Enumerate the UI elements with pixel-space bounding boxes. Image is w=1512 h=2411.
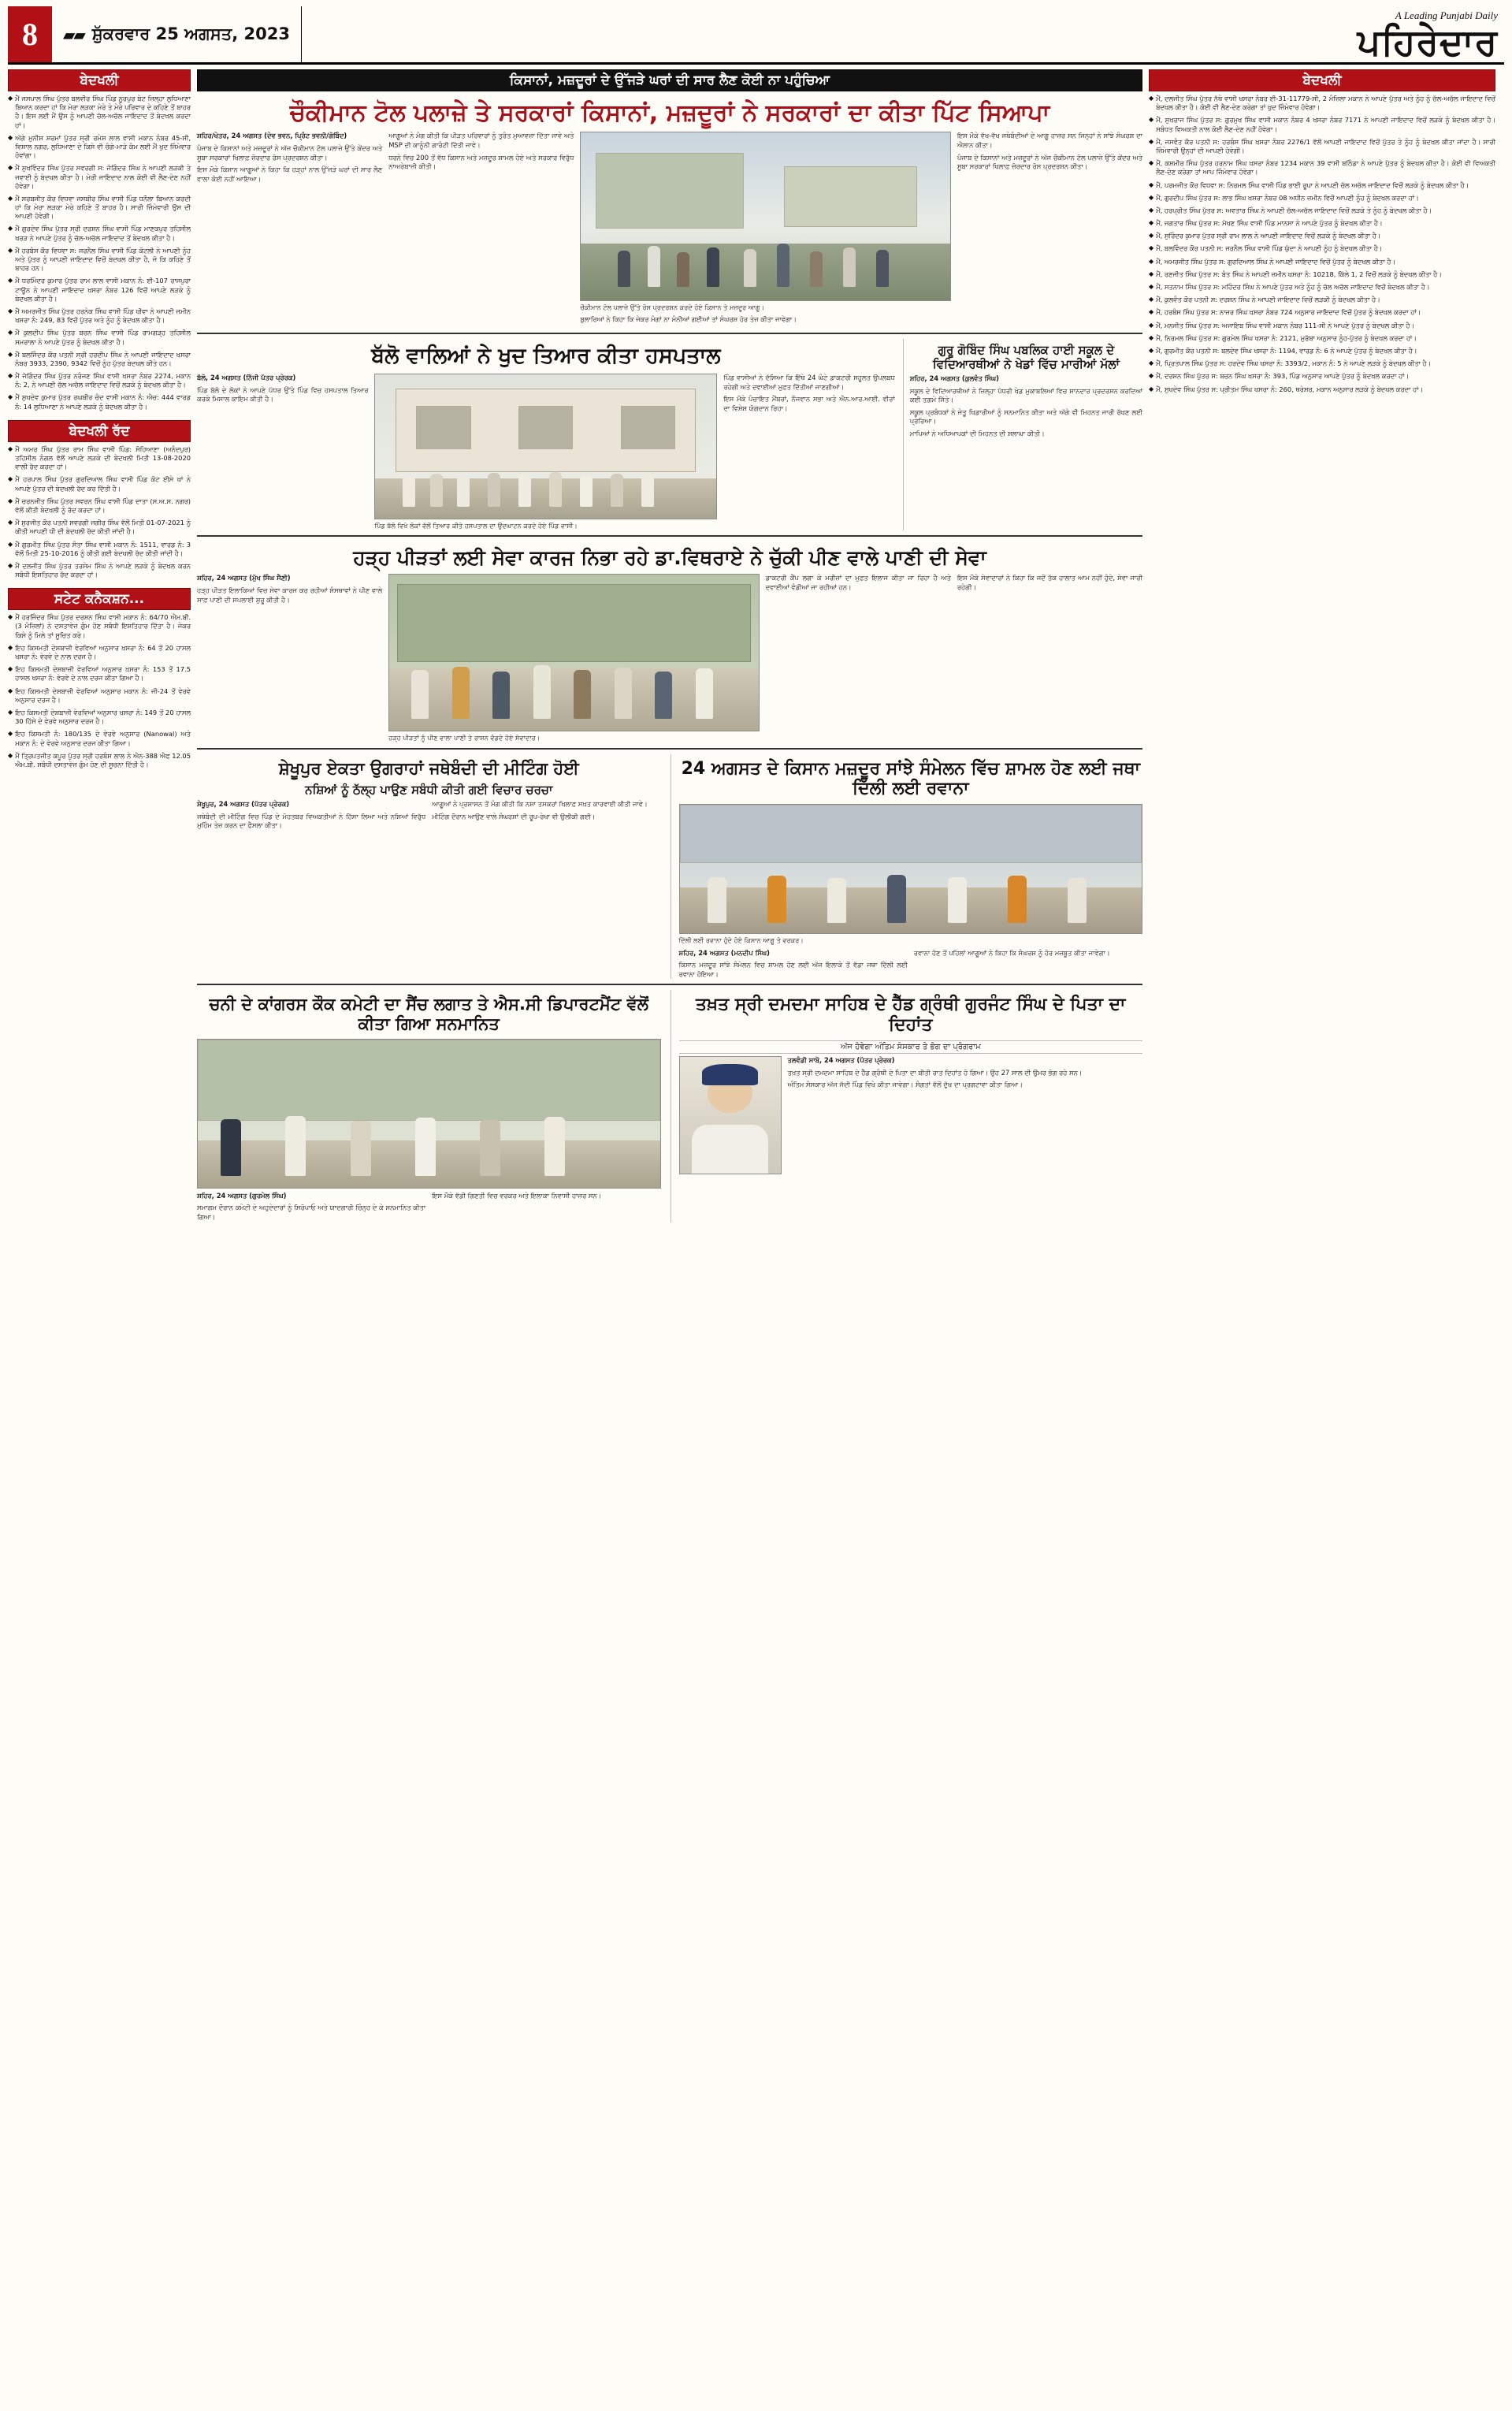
bullet-icon: ◆ [1149, 308, 1154, 316]
list-item [1149, 244, 1495, 253]
bullet-icon: ◆ [1149, 333, 1154, 341]
bullet-icon: ◆ [1149, 359, 1154, 367]
photo-person [415, 1118, 436, 1176]
story3-headline: ਹੜ੍ਹ ਪੀੜਤਾਂ ਲਈ ਸੇਵਾ ਕਾਰਜ ਨਿਭਾ ਰਹੇ ਡਾ.ਵਿਥਰਾਏ ਨੇ ਚੁੱਕੀ ਪੀਣ ਵਾਲੇ ਪਾਣੀ ਦੀ ਸੇਵਾ [353, 545, 986, 569]
photo-person [708, 877, 726, 923]
notice-text: ਮੈਂ, ਦਲਜੀਤ ਸਿੰਘ ਪੁੱਤਰ ਨੱਥੇ ਵਾਸੀ ਖਸਰਾ ਨੰਬਰ ਈ-31-11779-ਸੀ, 2 ਮੰਜ਼ਿਲਾ ਮਕਾਨ ਨੇ ਆਪਣੇ ਪੁੱਤਰ ਅਤੇ ਨੂੰਹ ਨੂੰ ਚੱਲ-ਅਚੱਲ ਜਾਇਦਾਦ ਵਿਚੋਂ ਬੇਦਖਲ ਕੀਤਾ ਹੈ। ਕੋਈ ਵੀ ਲੈਣ-ਦੇਣ ਕਰੇਗਾ ਤਾਂ ਖੁਦ ਜ਼ਿੰਮੇਵਾਰ ਹੋਵੇਗਾ। [1156, 95, 1495, 112]
list-item [8, 687, 191, 705]
photo-person [403, 475, 415, 507]
list-item [1149, 116, 1495, 133]
masthead [8, 6, 1504, 65]
notice-text: ਇਹ ਕਿਸਮਤੀ ਨੰ: 180/135 ਦੇ ਵੇਰਵੇ ਅਨੁਸਾਰ (Nanowal) ਅਤੇ ਮਕਾਨ ਨੰ: ਦੇ ਵੇਰਵੇ ਅਨੁਸਾਰ ਦਰਜ ਕੀਤਾ ਗਿਆ। [15, 730, 191, 747]
bullet-icon: ◆ [8, 246, 13, 254]
notice-text: ਮੈਂ ਹਰਬੰਸ ਕੌਰ ਵਿਧਵਾ ਸ: ਜਰਨੈਲ ਸਿੰਘ ਵਾਸੀ ਪਿੰਡ ਕੋਟਲੀ ਨੇ ਆਪਣੀ ਨੂੰਹ ਅਤੇ ਪੁੱਤਰ ਨੂੰ ਆਪਣੀ ਜਾਇਦਾਦ ਵਿਚੋਂ ਬੇਦਖਲ ਕੀਤਾ ਹੈ, ਜੋ ਕਿ ਕਹਿਣੇ ਤੋਂ ਬਾਹਰ ਹਨ। [15, 246, 191, 273]
paragraph: ਆਗੂਆਂ ਨੇ ਮੰਗ ਕੀਤੀ ਕਿ ਪੀੜਤ ਪਰਿਵਾਰਾਂ ਨੂੰ ਤੁਰੰਤ ਮੁਆਵਜ਼ਾ ਦਿੱਤਾ ਜਾਵੇ ਅਤੇ MSP ਦੀ ਕਾਨੂੰਨੀ ਗਾਰੰਟੀ ਦਿੱਤੀ ਜਾਵੇ। [388, 132, 574, 149]
photo-person [948, 877, 967, 923]
bullet-icon: ◆ [8, 133, 13, 141]
lead-col-4 [957, 132, 1142, 328]
story6-photo [197, 1039, 661, 1189]
bullet-icon: ◆ [8, 751, 13, 759]
side-headline: ਗੁਰੂ ਗੋਬਿੰਦ ਸਿੰਘ ਪਬਲਿਕ ਹਾਈ ਸਕੂਲ ਦੇ ਵਿਦਿਆਰਥੀਆਂ ਨੇ ਖੇਡਾਂ ਵਿੱਚ ਮਾਰੀਆਂ ਮੱਲਾਂ [932, 343, 1120, 372]
story5-body [679, 949, 1143, 980]
notice-text: ਇਹ ਕਿਸਮਤੀ ਦੇਸ਼ਬਾਜ਼ੀ ਵੇਰਵਿਆਂ ਅਨੁਸਾਰ ਖ਼ਸਰਾ ਨੰ: 64 ਤੋਂ 20 ਹਾਸਲ ਖਸਰਾ ਨੰ: ਵੇਰਵੇ ਦੇ ਨਾਲ ਦਰਜ ਹੈ। [15, 643, 191, 660]
notice-text: ਮੈਂ, ਸੁਖਰਾਜ ਸਿੰਘ ਪੁੱਤਰ ਸ: ਗੁਰਮੁਖ ਸਿੰਘ ਵਾਸੀ ਮਕਾਨ ਨੰਬਰ 4 ਖਸਰਾ ਨੰਬਰ 7171 ਨੇ ਆਪਣੀ ਜਾਇਦਾਦ ਵਿਚੋਂ ਲੜਕੇ ਨੂੰ ਬੇਦਖਲ ਕੀਤਾ ਹੈ। ਸਬੰਧਤ ਵਿਅਕਤੀ ਨਾਲ ਕੋਈ ਲੈਣ-ਦੇਣ ਨਹੀਂ ਹੋਵੇਗਾ। [1156, 116, 1495, 133]
bullet-icon: ◆ [8, 730, 13, 738]
story2 [197, 339, 895, 530]
notice-text: ਮੈਂ, ਦਰਸ਼ਨ ਸਿੰਘ ਪੁੱਤਰ ਸ: ਬਚਨ ਸਿੰਘ ਖਸਰਾ ਨੰ: 393, ਪਿੰਡ ਅਨੁਸਾਰ ਆਪਣੇ ਪੁੱਤਰ ਨੂੰ ਬੇਦਖਲ ਕਰਦਾ ਹਾਂ। [1156, 372, 1410, 381]
photo-person [1068, 878, 1087, 923]
paragraph: ਸਕੂਲ ਪ੍ਰਬੰਧਕਾਂ ਨੇ ਜੇਤੂ ਖਿਡਾਰੀਆਂ ਨੂੰ ਸਨਮਾਨਿਤ ਕੀਤਾ ਅਤੇ ਅੱਗੇ ਵੀ ਮਿਹਨਤ ਜਾਰੀ ਰੱਖਣ ਲਈ ਪ੍ਰੇਰਿਆ। [909, 407, 1142, 426]
photo-person [351, 1121, 371, 1176]
notice-text: ਮੈਂ, ਰਣਜੀਤ ਸਿੰਘ ਪੁੱਤਰ ਸ: ਬੰਤ ਸਿੰਘ ਨੇ ਆਪਣੀ ਜ਼ਮੀਨ ਖਸਰਾ ਨੰ: 10218, ਕਿੱਲੇ 1, 2 ਵਿਚੋਂ ਲੜਕੇ ਨੂੰ ਬੇਦਖਲ ਕੀਤਾ ਹੈ। [1156, 270, 1442, 278]
photo-building [596, 153, 743, 229]
list-item [8, 351, 191, 368]
bullet-icon: ◆ [8, 540, 13, 548]
photo-person [480, 1120, 500, 1176]
notice-text: ਮੈਂ, ਪ੍ਰਿਤਪਾਲ ਸਿੰਘ ਪੁੱਤਰ ਸ: ਹਰਦੇਵ ਸਿੰਘ ਖਸਰਾ ਨੰ: 3393/2, ਮਕਾਨ ਨੰ: 5 ਨੇ ਆਪਣੇ ਲੜਕੇ ਨੂੰ ਬੇਦਖਲ ਕੀਤਾ ਹੈ। [1156, 359, 1432, 368]
photo-person [767, 876, 786, 923]
notice-text: ਮੈਂ ਗੁਰਮੀਤ ਸਿੰਘ ਪੁੱਤਰ ਸੰਤਾ ਸਿੰਘ ਵਾਸੀ ਮਕਾਨ ਨੰ: 1511, ਵਾਰਡ ਨੰ: 3 ਵੱਲੋਂ ਮਿਤੀ 25-10-2016 ਨੂੰ ਕੀਤੀ ਗਈ ਬੇਦਖਲੀ ਰੱਦ ਕੀਤੀ ਜਾਂਦੀ ਹੈ। [15, 540, 191, 557]
notice-text: ਮੈਂ ਹਰਪਾਲ ਸਿੰਘ ਪੁੱਤਰ ਗੁਰਦਿਆਲ ਸਿੰਘ ਵਾਸੀ ਪਿੰਡ ਕੋਟ ਈਸੇ ਖਾਂ ਨੇ ਆਪਣੇ ਪੁੱਤਰ ਦੀ ਬੇਦਖਲੀ ਰੱਦ ਕਰ ਦਿੱਤੀ ਹੈ। [15, 475, 191, 493]
list-item [1149, 322, 1495, 330]
bullet-icon: ◆ [1149, 257, 1154, 265]
photo-person [221, 1119, 241, 1176]
paragraph: ਇਸ ਮੌਕੇ ਕਿਸਾਨ ਆਗੂਆਂ ਨੇ ਕਿਹਾ ਕਿ ਹੜ੍ਹਾਂ ਨਾਲ ਉੱਜੜੇ ਘਰਾਂ ਦੀ ਸਾਰ ਲੈਣ ਵਾਲਾ ਕੋਈ ਨਹੀਂ ਆਇਆ। [197, 166, 383, 183]
notice-text: ਅੱਗੇ ਮੁਨੀਸ਼ ਸ਼ਰਮਾਂ ਪੁੱਤਰ ਸ੍ਰੀ ਰਮੇਸ਼ ਲਾਲ ਵਾਸੀ ਮਕਾਨ ਨੰਬਰ 45-ਸੀ, ਵਿਸ਼ਾਲ ਨਗਰ, ਲੁਧਿਆਣਾ ਦੇ ਕਿਸੇ ਵੀ ਚੰਗੇ-ਮਾੜੇ ਕੰਮ ਲਈ ਮੈਂ ਖੁਦ ਜ਼ਿੰਮੇਵਾਰ ਹੋਵਾਂਗਾ। [15, 133, 191, 160]
bullet-icon: ◆ [8, 194, 13, 202]
story6-body [197, 1192, 661, 1222]
list-item [1149, 232, 1495, 240]
list-item [8, 519, 191, 536]
left-banner-eviction: ਬੇਦਖਲੀ [8, 69, 191, 91]
paragraph: ਤਖ਼ਤ ਸ੍ਰੀ ਦਮਦਮਾ ਸਾਹਿਬ ਦੇ ਹੈੱਡ ਗ੍ਰੰਥੀ ਦੇ ਪਿਤਾ ਦਾ ਬੀਤੀ ਰਾਤ ਦਿਹਾਂਤ ਹੋ ਗਿਆ। ਉਹ 27 ਸਾਲ ਦੀ ਉਮਰ ਭੋਗ ਰਹੇ ਸਨ। [787, 1068, 1083, 1077]
flag-icon: ▰▰ [63, 24, 84, 44]
left-state-list [8, 613, 191, 773]
notice-text: ਮੈਂ ਦਲਜੀਤ ਸਿੰਘ ਪੁੱਤਰ ਤਰਸੇਮ ਸਿੰਘ ਨੇ ਆਪਣੇ ਲੜਕੇ ਨੂੰ ਬੇਦਖਲ ਕਰਨ ਸਬੰਧੀ ਇਸ਼ਤਿਹਾਰ ਰੱਦ ਕਰਦਾ ਹਾਂ। [15, 561, 191, 579]
photo-person [810, 251, 823, 287]
paragraph: ਪੰਜਾਬ ਦੇ ਕਿਸਾਨਾਂ ਅਤੇ ਮਜ਼ਦੂਰਾਂ ਨੇ ਅੱਜ ਚੌਕੀਮਾਨ ਟੋਲ ਪਲਾਜ਼ੇ ਉੱਤੇ ਕੇਂਦਰ ਅਤੇ ਸੂਬਾ ਸਰਕਾਰਾਂ ਖਿਲਾਫ਼ ਜ਼ੋਰਦਾਰ ਰੋਸ ਪ੍ਰਦਰਸ਼ਨ ਕੀਤਾ। [197, 143, 383, 162]
list-item [8, 372, 191, 389]
list-item [1149, 219, 1495, 228]
photo-person [827, 878, 846, 923]
notice-text: ਇਹ ਕਿਸਮਤੀ ਦੇਸ਼ਬਾਜ਼ੀ ਵੇਰਵਿਆਂ ਅਨੁਸਾਰ ਖ਼ਸਰਾ ਨੰ: 153 ਤੋਂ 17.5 ਹਾਸਲ ਖਸਰਾ ਨੰ: ਵੇਰਵੇ ਦੇ ਨਾਲ ਦਰਜ ਕੀਤਾ ਗਿਆ ਹੈ। [15, 665, 191, 683]
story2-caption: ਪਿੰਡ ਬੱਲੋ ਵਿਖੇ ਲੋਕਾਂ ਵੱਲੋਂ ਤਿਆਰ ਕੀਤੇ ਹਸਪਤਾਲ ਦਾ ਉਦਘਾਟਨ ਕਰਦੇ ਹੋਏ ਪਿੰਡ ਵਾਸੀ। [374, 521, 578, 530]
list-item [1149, 308, 1495, 317]
photo-person [1008, 876, 1027, 923]
bullet-icon: ◆ [1149, 219, 1154, 227]
row-story67 [197, 990, 1142, 1222]
paragraph: ਇਸ ਮੌਕੇ ਵੱਡੀ ਗਿਣਤੀ ਵਿਚ ਵਰਕਰ ਅਤੇ ਇਲਾਕਾ ਨਿਵਾਸੀ ਹਾਜ਼ਰ ਸਨ। [432, 1191, 602, 1200]
bullet-icon: ◆ [1149, 180, 1154, 188]
bullet-icon: ◆ [1149, 137, 1154, 145]
photo-person [452, 667, 470, 719]
notice-text: ਮੈਂ, ਅਮਰਜੀਤ ਸਿੰਘ ਪੁੱਤਰ ਸ: ਗੁਰਦਿਆਲ ਸਿੰਘ ਨੇ ਆਪਣੀ ਜਾਇਦਾਦ ਵਿਚੋਂ ਪੁੱਤਰ ਨੂੰ ਬੇਦਖਲ ਕੀਤਾ ਹੈ। [1156, 257, 1395, 266]
side-story [903, 339, 1142, 530]
notice-text: ਮੈਂ, ਕਸ਼ਮੀਰ ਸਿੰਘ ਪੁੱਤਰ ਹਰਨਾਮ ਸਿੰਘ ਖਸਰਾ ਨੰਬਰ 1234 ਮਕਾਨ 39 ਵਾਸੀ ਬਠਿੰਡਾ ਨੇ ਆਪਣੇ ਪੁੱਤਰ ਨੂੰ ਬੇਦਖਲ ਕੀਤਾ ਹੈ। ਕੋਈ ਵੀ ਵਿਅਕਤੀ ਲੈਣ-ਦੇਣ ਕਰੇਗਾ ਤਾਂ ਆਪ ਜ਼ਿੰਮੇਵਾਰ ਹੋਵੇਗਾ। [1156, 159, 1495, 177]
list-item [1149, 194, 1495, 203]
paragraph: ਧਰਨੇ ਵਿਚ 200 ਤੋਂ ਵੱਧ ਕਿਸਾਨ ਅਤੇ ਮਜ਼ਦੂਰ ਸ਼ਾਮਲ ਹੋਏ ਅਤੇ ਸਰਕਾਰ ਵਿਰੁੱਧ ਨਾਅਰੇਬਾਜ਼ੀ ਕੀਤੀ। [388, 153, 574, 171]
bullet-icon: ◆ [8, 708, 13, 716]
story4-byline: ਸ਼ੇਖੂਪੁਰ, 24 ਅਗਸਤ (ਪੱਤਰ ਪ੍ਰੇਰਕ) [197, 800, 290, 809]
notice-text: ਮੈਂ ਤ੍ਰਿਪਤਜੀਤ ਕਪੂਰ ਪੁੱਤਰ ਸ੍ਰੀ ਹਰਬੰਸ ਲਾਲ ਨੇ ਐਨ-388 ਐਫ 12.05 ਐਮ.ਬੀ. ਸਬੰਧੀ ਦਸਤਾਵੇਜ਼ ਗੁੰਮ ਹੋਣ ਦੀ ਸੂਚਨਾ ਦਿੱਤੀ ਹੈ। [15, 751, 191, 768]
photo-person [843, 247, 856, 287]
date-box [52, 6, 302, 62]
divider [197, 535, 1142, 537]
photo-person [544, 1117, 565, 1176]
list-item [1149, 181, 1495, 190]
paragraph: ਜਥੇਬੰਦੀ ਦੀ ਮੀਟਿੰਗ ਵਿਚ ਪਿੰਡ ਦੇ ਮੋਹਤਬਰ ਵਿਅਕਤੀਆਂ ਨੇ ਹਿੱਸਾ ਲਿਆ ਅਤੇ ਨਸ਼ਿਆਂ ਵਿਰੁੱਧ ਮੁਹਿੰਮ ਤੇਜ਼ ਕਰਨ ਦਾ ਫੈਸਲਾ ਕੀਤਾ। [197, 812, 426, 830]
notice-text: ਮੈਂ, ਮਨਜੀਤ ਸਿੰਘ ਪੁੱਤਰ ਸ: ਅਜਾਇਬ ਸਿੰਘ ਵਾਸੀ ਮਕਾਨ ਨੰਬਰ 111-ਸੀ ਨੇ ਆਪਣੇ ਪੁੱਤਰ ਨੂੰ ਬੇਦਖਲ ਕੀਤਾ ਹੈ। [1156, 321, 1414, 329]
bullet-icon: ◆ [1149, 206, 1154, 214]
photo-ground [581, 244, 949, 300]
list-item [1149, 296, 1495, 304]
masthead-spacer [302, 6, 1358, 62]
right-column [1149, 69, 1495, 2394]
bullet-icon: ◆ [8, 372, 13, 380]
bullet-icon: ◆ [8, 475, 13, 483]
list-item [1149, 372, 1495, 381]
divider [197, 984, 1142, 985]
story5-headline: 24 ਅਗਸਤ ਦੇ ਕਿਸਾਨ ਮਜ਼ਦੂਰ ਸਾਂਝੇ ਸੰਮੇਲਨ ਵਿੱਚ ਸ਼ਾਮਲ ਹੋਣ ਲਈ ਜਥਾ ਦਿੱਲੀ ਲਈ ਰਵਾਨਾ [681, 758, 1140, 799]
story5-byline: ਸ਼ਹਿਰ, 24 ਅਗਸਤ (ਮਨਦੀਪ ਸਿੰਘ) [678, 948, 770, 957]
row-story45 [197, 754, 1142, 980]
list-item [1149, 159, 1495, 177]
notice-text: ਇਹ ਕਿਸਮਤੀ ਦੇਸ਼ਬਾਜ਼ੀ ਵੇਰਵਿਆਂ ਅਨੁਸਾਰ ਖ਼ਸਰਾ ਨੰ: 149 ਤੋਂ 20 ਹਾਸਲ 30 ਹਿੱਸੇ ਦੇ ਵੇਰਵੇ ਅਨੁਸਾਰ ਦਰਜ ਹੈ। [15, 708, 191, 726]
notice-text: ਮੈਂ ਸੁਰਜੀਤ ਕੌਰ ਪਤਨੀ ਸਵਰਗੀ ਜਗੀਰ ਸਿੰਘ ਵੱਲੋਂ ਮਿਤੀ 01-07-2021 ਨੂੰ ਕੀਤੀ ਆਪਣੀ ਧੀ ਦੀ ਬੇਦਖਲੀ ਰੱਦ ਕੀਤੀ ਜਾਂਦੀ ਹੈ। [15, 519, 191, 536]
photo-window [416, 406, 470, 449]
story4 [197, 754, 661, 980]
list-item [8, 195, 191, 221]
story7-headline: ਤਖ਼ਤ ਸ੍ਰੀ ਦਮਦਮਾ ਸਾਹਿਬ ਦੇ ਹੈੱਡ ਗ੍ਰੰਥੀ ਗੁਰਜੰਟ ਸਿੰਘ ਦੇ ਪਿਤਾ ਦਾ ਦਿਹਾਂਤ [696, 995, 1126, 1036]
paragraph: ਰਵਾਨਾ ਹੋਣ ਤੋਂ ਪਹਿਲਾਂ ਆਗੂਆਂ ਨੇ ਕਿਹਾ ਕਿ ਸੰਘਰਸ਼ ਨੂੰ ਹੋਰ ਮਜ਼ਬੂਤ ਕੀਤਾ ਜਾਵੇਗਾ। [913, 948, 1110, 957]
story7-kicker: ਅੱਜ ਹੋਵੇਗਾ ਅੰਤਿਮ ਸੰਸਕਾਰ ਤੇ ਭੋਗ ਦਾ ਪ੍ਰੋਗਰਾਮ [679, 1040, 1143, 1054]
photo-person [744, 249, 756, 287]
notice-text: ਮੈਂ, ਸਤਨਾਮ ਸਿੰਘ ਪੁੱਤਰ ਸ: ਮਹਿੰਦਰ ਸਿੰਘ ਨੇ ਆਪਣੇ ਪੁੱਤਰ ਅਤੇ ਨੂੰਹ ਨੂੰ ਚੱਲ ਅਚੱਲ ਜਾਇਦਾਦ ਵਿਚੋਂ ਬੇਦਖਲ ਕੀਤਾ ਹੈ। [1156, 283, 1430, 291]
bullet-icon: ◆ [8, 95, 13, 102]
notice-text: ਮੈਂ, ਗੁਰਦੀਪ ਸਿੰਘ ਪੁੱਤਰ ਸ: ਲਾਭ ਸਿੰਘ ਖਸਰਾ ਨੰਬਰ 08 ਅਧੀਨ ਜ਼ਮੀਨ ਵਿਚੋਂ ਆਪਣੀ ਨੂੰਹ ਨੂੰ ਬੇਦਖਲ ਕਰਦਾ ਹਾਂ। [1156, 193, 1419, 202]
list-item [1149, 270, 1495, 279]
notice-text: ਮੈਂ, ਗੁਰਮੀਤ ਕੌਰ ਪਤਨੀ ਸ: ਬਲਦੇਵ ਸਿੰਘ ਖਸਰਾ ਨੰ: 1194, ਵਾਰਡ ਨੰ: 6 ਨੇ ਆਪਣੇ ਪੁੱਤਰ ਨੂੰ ਬੇਦਖਲ ਕੀਤਾ ਹੈ। [1156, 346, 1417, 355]
photo-person [488, 473, 500, 507]
bullet-icon: ◆ [8, 307, 13, 314]
list-item [1149, 283, 1495, 292]
paragraph: ਅੰਤਿਮ ਸੰਸਕਾਰ ਅੱਜ ਜੱਦੀ ਪਿੰਡ ਵਿਖੇ ਕੀਤਾ ਜਾਵੇਗਾ। ਸੰਗਤਾਂ ਵੱਲੋਂ ਦੁੱਖ ਦਾ ਪ੍ਰਗਟਾਵਾ ਕੀਤਾ ਗਿਆ। [787, 1081, 1023, 1089]
page-number: 8 [8, 6, 52, 62]
paragraph: ਇਸ ਮੌਕੇ ਸੇਵਾਦਾਰਾਂ ਨੇ ਕਿਹਾ ਕਿ ਜਦੋਂ ਤੱਕ ਹਾਲਾਤ ਆਮ ਨਹੀਂ ਹੁੰਦੇ, ਸੇਵਾ ਜਾਰੀ ਰਹੇਗੀ। [957, 574, 1143, 592]
notice-text: ਮੈਂ, ਹਰਪ੍ਰੀਤ ਸਿੰਘ ਪੁੱਤਰ ਸ: ਅਵਤਾਰ ਸਿੰਘ ਨੇ ਆਪਣੀ ਚੱਲ-ਅਚੱਲ ਜਾਇਦਾਦ ਵਿਚੋਂ ਲੜਕੇ ਤੇ ਨੂੰਹ ਨੂੰ ਬੇਦਖਲ ਕੀਤਾ ਹੈ। [1156, 206, 1432, 214]
list-item [8, 644, 191, 661]
photo-person [492, 672, 510, 719]
paragraph: ਇਸ ਮੌਕੇ ਵੱਖ-ਵੱਖ ਜਥੇਬੰਦੀਆਂ ਦੇ ਆਗੂ ਹਾਜ਼ਰ ਸਨ ਜਿਨ੍ਹਾਂ ਨੇ ਸਾਂਝੇ ਸੰਘਰਸ਼ ਦਾ ਐਲਾਨ ਕੀਤਾ। [957, 132, 1143, 149]
notice-text: ਮੈਂ ਜਸਪਾਲ ਸਿੰਘ ਪੁੱਤਰ ਬਲਵੀਰ ਸਿੰਘ ਪਿੰਡ ਨੂਰਪੁਰ ਬੇਟ ਜ਼ਿਲ੍ਹਾ ਲੁਧਿਆਣਾ ਬਿਆਨ ਕਰਦਾ ਹਾਂ ਕਿ ਮੇਰਾ ਲੜਕਾ ਮੇਰੇ ਤੇ ਮੇਰੇ ਪਰਿਵਾਰ ਦੇ ਕਹਿਣੇ ਤੋਂ ਬਾਹਰ ਹੈ। ਇਸ ਲਈ ਮੈਂ ਉਸ ਨੂੰ ਆਪਣੀ ਚੱਲ-ਅਚੱਲ ਜਾਇਦਾਦ ਤੋਂ ਬੇਦਖਲ ਕਰਦਾ ਹਾਂ। [15, 95, 191, 129]
notice-text: ਮੈਂ, ਕੁਲਵੰਤ ਕੌਰ ਪਤਨੀ ਸ: ਦਰਸ਼ਨ ਸਿੰਘ ਨੇ ਆਪਣੀ ਜਾਇਦਾਦ ਵਿਚੋਂ ਲੜਕੀ ਨੂੰ ਬੇਦਖਲ ਕੀਤਾ ਹੈ। [1156, 296, 1380, 304]
bullet-icon: ◆ [1149, 244, 1154, 252]
notice-text: ਮੈਂ ਧਰਮਿੰਦਰ ਕੁਮਾਰ ਪੁੱਤਰ ਰਾਮ ਲਾਲ ਵਾਸੀ ਮਕਾਨ ਨੰ: ਈ-107 ਰਾਜਪੁਰਾ ਟਾਊਨ ਨੇ ਆਪਣੀ ਜਾਇਦਾਦ ਖਸਰਾ ਨੰਬਰ 126 ਵਿਚੋਂ ਆਪਣੇ ਲੜਕੇ ਨੂੰ ਬੇਦਖਲ ਕੀਤਾ ਹੈ। [15, 277, 191, 303]
photo-turban [702, 1064, 759, 1085]
list-item [8, 541, 191, 558]
list-item [8, 247, 191, 273]
list-item [1149, 385, 1495, 394]
photo-person [430, 474, 443, 507]
photo-person [618, 251, 630, 287]
photo-person [533, 665, 551, 719]
photo-ground [375, 478, 716, 519]
photo-person [777, 244, 789, 287]
page-grid [8, 69, 1504, 2394]
bullet-icon: ◆ [1149, 283, 1154, 290]
notice-text: ਮੈਂ ਅਮਰ ਸਿੰਘ ਪੁੱਤਰ ਰਾਮ ਸਿੰਘ ਵਾਸੀ ਪਿੰਡ: ਸੋਹਿਆਣਾ (ਅਨੰਦਪੁਰ) ਤਹਿਸੀਲ ਨੰਗਲ ਵੱਲੋਂ ਆਪਣੇ ਲੜਕੇ ਦੀ ਬੇਦਖਲੀ ਮਿਤੀ 13-08-2020 ਵਾਲੀ ਰੱਦ ਕਰਦਾ ਹਾਂ। [15, 445, 191, 471]
paragraph: ਪਿੰਡ ਵਾਸੀਆਂ ਨੇ ਦੱਸਿਆ ਕਿ ਇੱਥੇ 24 ਘੰਟੇ ਡਾਕਟਰੀ ਸਹੂਲਤ ਉਪਲਬਧ ਰਹੇਗੀ ਅਤੇ ਦਵਾਈਆਂ ਮੁਫ਼ਤ ਦਿੱਤੀਆਂ ਜਾਣਗੀਆਂ। [723, 373, 895, 391]
brand-title: ਪਹਿਰੇਦਾਰ [1357, 20, 1498, 63]
notice-text: ਮੈਂ ਜੋਗਿੰਦਰ ਸਿੰਘ ਪੁੱਤਰ ਨਰੰਜਣ ਸਿੰਘ ਵਾਸੀ ਖਸਰਾ ਨੰਬਰ 2274, ਮਕਾਨ ਨੰ: 2, ਨੇ ਆਪਣੀ ਚੱਲ ਅਚੱਲ ਜਾਇਦਾਦ ਵਿਚੋਂ ਲੜਕੇ ਨੂੰ ਬੇਦਖਲ ਕੀਤਾ ਹੈ। [15, 372, 191, 389]
issue-date: ਸ਼ੁੱਕਰਵਾਰ 25 ਅਗਸਤ, 2023 [91, 24, 290, 43]
bullet-icon: ◆ [8, 445, 13, 452]
bullet-icon: ◆ [8, 225, 13, 233]
notice-text: ਮੈਂ ਚਰਨਜੀਤ ਸਿੰਘ ਪੁੱਤਰ ਸਵਰਨ ਸਿੰਘ ਵਾਸੀ ਪਿੰਡ ਦਾਤਾ (ਸ.ਅ.ਸ. ਨਗਰ) ਵੱਲੋਂ ਕੀਤੀ ਬੇਦਖਲੀ ਨੂੰ ਰੱਦ ਕਰਦਾ ਹਾਂ। [15, 497, 191, 514]
photo-person [655, 672, 672, 719]
photo-building [784, 166, 917, 227]
notice-text: ਇਹ ਕਿਸਮਤੀ ਦੇਸ਼ਬਾਜ਼ੀ ਵੇਰਵਿਆਂ ਅਨੁਸਾਰ ਮਕਾਨ ਨੰ: ਜੀ-24 ਤੋਂ ਵੇਰਵੇ ਅਨੁਸਾਰ ਦਰਜ ਹੈ। [15, 686, 191, 704]
list-item [8, 445, 191, 472]
list-item [1149, 138, 1495, 155]
photo-person [457, 475, 470, 507]
lead-col-1 [197, 132, 382, 328]
list-item [8, 307, 191, 325]
story7-portrait [679, 1056, 782, 1174]
list-item [8, 134, 191, 161]
list-item [8, 164, 191, 191]
brand-tagline: A Leading Punjabi Daily [1395, 9, 1498, 21]
photo-person [574, 670, 591, 719]
photo-window [518, 406, 573, 449]
bullet-icon: ◆ [1149, 385, 1154, 393]
bullet-icon: ◆ [1149, 296, 1154, 303]
paragraph: ਸਮਾਗਮ ਦੌਰਾਨ ਕਮੇਟੀ ਦੇ ਅਹੁਦੇਦਾਰਾਂ ਨੂੰ ਸਿਰੋਪਾਓ ਅਤੇ ਯਾਦਗਾਰੀ ਚਿੰਨ੍ਹ ਦੇ ਕੇ ਸਨਮਾਨਿਤ ਕੀਤਾ ਗਿਆ। [197, 1204, 426, 1221]
divider [197, 748, 1142, 750]
photo-person [641, 474, 654, 507]
list-item [8, 475, 191, 493]
notice-text: ਮੈਂ ਕੁਲਦੀਪ ਸਿੰਘ ਪੁੱਤਰ ਬਚਨ ਸਿੰਘ ਵਾਸੀ ਪਿੰਡ ਰਾਮਗੜ੍ਹ ਤਹਿਸੀਲ ਸਮਰਾਲਾ ਨੇ ਆਪਣੇ ਪੁੱਤਰ ਨੂੰ ਬੇਦਖਲ ਕੀਤਾ ਹੈ। [15, 329, 191, 346]
paragraph: ਹੜ੍ਹ ਪੀੜਤ ਇਲਾਕਿਆਂ ਵਿਚ ਸੇਵਾ ਕਾਰਜ ਕਰ ਰਹੀਆਂ ਸੰਸਥਾਵਾਂ ਨੇ ਪੀਣ ਵਾਲੇ ਸਾਫ਼ ਪਾਣੀ ਦੀ ਸਪਲਾਈ ਸ਼ੁਰੂ ਕੀਤੀ ਹੈ। [197, 586, 383, 604]
photo-body [692, 1125, 768, 1174]
photo-person [696, 668, 713, 719]
paragraph: ਬੁਲਾਰਿਆਂ ਨੇ ਕਿਹਾ ਕਿ ਜੇਕਰ ਮੰਗਾਂ ਨਾ ਮੰਨੀਆਂ ਗਈਆਂ ਤਾਂ ਸੰਘਰਸ਼ ਹੋਰ ਤੇਜ਼ ਕੀਤਾ ਜਾਵੇਗਾ। [580, 315, 797, 324]
bullet-icon: ◆ [8, 613, 13, 621]
lead-story [197, 132, 1142, 328]
list-item [8, 225, 191, 242]
photo-person [648, 246, 660, 287]
story6 [197, 990, 661, 1222]
lead-col-2 [388, 132, 574, 328]
list-item [1149, 359, 1495, 368]
photo-person [887, 875, 906, 923]
bullet-icon: ◆ [8, 164, 13, 172]
paragraph: ਪੰਜਾਬ ਦੇ ਕਿਸਾਨਾਂ ਅਤੇ ਮਜ਼ਦੂਰਾਂ ਨੇ ਅੱਜ ਚੌਕੀਮਾਨ ਟੋਲ ਪਲਾਜ਼ੇ ਉੱਤੇ ਕੇਂਦਰ ਅਤੇ ਸੂਬਾ ਸਰਕਾਰਾਂ ਖਿਲਾਫ਼ ਜ਼ੋਰਦਾਰ ਰੋਸ ਪ੍ਰਦਰਸ਼ਨ ਕੀਤਾ। [957, 153, 1143, 171]
story4-headline: ਸ਼ੇਖੂਪੁਰ ਏਕਤਾ ਉਗਰਾਹਾਂ ਜਥੇਬੰਦੀ ਦੀ ਮੀਟਿੰਗ ਹੋਈ [278, 758, 579, 778]
story5-photo [679, 804, 1143, 934]
paragraph: ਪਿੰਡ ਬੱਲੋ ਦੇ ਲੋਕਾਂ ਨੇ ਆਪਣੇ ਪੱਧਰ ਉੱਤੇ ਪਿੰਡ ਵਿਚ ਹਸਪਤਾਲ ਤਿਆਰ ਕਰਕੇ ਮਿਸਾਲ ਕਾਇਮ ਕੀਤੀ ਹੈ। [197, 385, 369, 404]
photo-person [707, 247, 719, 287]
list-item [8, 665, 191, 683]
photo-window [621, 406, 675, 449]
bullet-icon: ◆ [1149, 270, 1154, 277]
lead-photo-caption: ਚੌਕੀਮਾਨ ਟੋਲ ਪਲਾਜ਼ੇ ਉੱਤੇ ਰੋਸ ਪ੍ਰਦਰਸ਼ਨ ਕਰਦੇ ਹੋਏ ਕਿਸਾਨ ਤੇ ਮਜ਼ਦੂਰ ਆਗੂ। [580, 303, 764, 312]
notice-text: ਮੈਂ ਸੁਖਵਿੰਦਰ ਸਿੰਘ ਪੁੱਤਰ ਸਵਰਗੀ ਸ: ਜੋਗਿੰਦਰ ਸਿੰਘ ਨੇ ਆਪਣੀ ਲੜਕੀ ਤੇ ਜਵਾਈ ਨੂੰ ਬੇਦਖਲ ਕੀਤਾ ਹੈ। ਮੇਰੀ ਜਾਇਦਾਦ ਨਾਲ ਕੋਈ ਵੀ ਲੈਣ-ਦੇਣ ਨਹੀਂ ਹੋਵੇਗਾ। [15, 164, 191, 190]
bullet-icon: ◆ [8, 350, 13, 358]
bullet-icon: ◆ [8, 665, 13, 673]
left-banner-eviction-cancelled: ਬੇਦਖਲੀ ਰੱਦ [8, 420, 191, 442]
notice-text: ਮੈਂ, ਬਲਵਿੰਦਰ ਕੌਰ ਪਤਨੀ ਸ: ਜਰਨੈਲ ਸਿੰਘ ਵਾਸੀ ਪਿੰਡ ਘੁੱਦਾ ਨੇ ਆਪਣੀ ਨੂੰਹ ਨੂੰ ਬੇਦਖਲ ਕੀਤਾ ਹੈ। [1156, 244, 1383, 253]
notice-text: ਮੈਂ ਸਰਬਜੀਤ ਕੌਰ ਵਿਧਵਾ ਜਸਬੀਰ ਸਿੰਘ ਵਾਸੀ ਪਿੰਡ ਧਨੌਲਾ ਬਿਆਨ ਕਰਦੀ ਹਾਂ ਕਿ ਮੇਰਾ ਲੜਕਾ ਮੇਰੇ ਕਹਿਣੇ ਤੋਂ ਬਾਹਰ ਹੈ। ਸਾਰੀ ਜ਼ਿੰਮੇਵਾਰੀ ਉਸ ਦੀ ਆਪਣੀ ਹੋਵੇਗੀ। [15, 194, 191, 221]
lead-byline: ਸ਼ਹਿਰ/ਖੇਤਰ, 24 ਅਗਸਤ (ਦੇਵ ਭਵਨ, ਪ੍ਰਿੰਟ ਭਵਨੀ/ਗੋਬਿੰਦ) [197, 132, 347, 140]
notice-text: ਮੈਂ ਸੁਖਦੇਵ ਕੁਮਾਰ ਪੁੱਤਰ ਰਘਬੀਰ ਚੰਦ ਵਾਸੀ ਮਕਾਨ ਨੰ: ਐਚ: 444 ਵਾਰਡ ਨੰ: 14 ਲੁਧਿਆਣਾ ਨੇ ਆਪਣੇ ਲੜਕੇ ਨੂੰ ਬੇਦਖਲ ਕੀਤਾ ਹੈ। [15, 393, 191, 411]
paragraph: ਇਸ ਮੌਕੇ ਪੰਚਾਇਤ ਮੈਂਬਰਾਂ, ਨੌਜਵਾਨ ਸਭਾ ਅਤੇ ਐਨ.ਆਰ.ਆਈ. ਵੀਰਾਂ ਦਾ ਵਿਸ਼ੇਸ਼ ਯੋਗਦਾਨ ਰਿਹਾ। [723, 395, 895, 412]
story4-body [197, 800, 661, 831]
bullet-icon: ◆ [1149, 116, 1154, 124]
paragraph: ਡਾਕਟਰੀ ਕੈਂਪ ਲਗਾ ਕੇ ਮਰੀਜ਼ਾਂ ਦਾ ਮੁਫ਼ਤ ਇਲਾਜ ਕੀਤਾ ਜਾ ਰਿਹਾ ਹੈ ਅਤੇ ਦਵਾਈਆਂ ਵੰਡੀਆਂ ਜਾ ਰਹੀਆਂ ਹਨ। [765, 574, 951, 592]
photo-person [411, 670, 429, 719]
divider [197, 333, 1142, 334]
notice-text: ਮੈਂ, ਹਰਬੰਸ ਸਿੰਘ ਪੁੱਤਰ ਸ: ਨਾਜ਼ਰ ਸਿੰਘ ਖਸਰਾ ਨੰਬਰ 724 ਅਨੁਸਾਰ ਜਾਇਦਾਦ ਵਿਚੋਂ ਪੁੱਤਰ ਨੂੰ ਬੇਦਖਲ ਕਰਦਾ ਹਾਂ। [1156, 308, 1421, 317]
lead-headline: ਚੌਕੀਮਾਨ ਟੋਲ ਪਲਾਜ਼ੇ ਤੇ ਸਰਕਾਰਾਂ ਕਿਸਾਨਾਂ, ਮਜ਼ਦੂਰਾਂ ਨੇ ਸਰਕਾਰਾਂ ਦਾ ਕੀਤਾ ਪਿੱਟ ਸਿਆਪਾ [289, 99, 1050, 127]
photo-person [876, 250, 889, 287]
row-story2 [197, 339, 1142, 530]
notice-text: ਮੈਂ, ਪਰਮਜੀਤ ਕੌਰ ਵਿਧਵਾ ਸ: ਨਿਰਮਲ ਸਿੰਘ ਵਾਸੀ ਪਿੰਡ ਭਾਈ ਰੂਪਾ ਨੇ ਆਪਣੀ ਚੱਲ ਅਚੱਲ ਜਾਇਦਾਦ ਵਿਚੋਂ ਲੜਕੇ ਨੂੰ ਬੇਦਖਲ ਕੀਤਾ ਹੈ। [1156, 180, 1469, 189]
notice-text: ਮੈਂ ਗੁਰਦੇਵ ਸਿੰਘ ਪੁੱਤਰ ਸ੍ਰੀ ਦਰਸ਼ਨ ਸਿੰਘ ਵਾਸੀ ਪਿੰਡ ਮਾਣਕਪੁਰ ਤਹਿਸੀਲ ਖਰੜ ਨੇ ਆਪਣੇ ਪੁੱਤਰ ਨੂੰ ਚੱਲ-ਅਚੱਲ ਜਾਇਦਾਦ ਤੋਂ ਬੇਦਖਲ ਕੀਤਾ ਹੈ। [15, 225, 191, 242]
list-item [8, 613, 191, 640]
story3-byline: ਸ਼ਹਿਰ, 24 ਅਗਸਤ (ਮੁੱਖ ਸਿੰਘ ਸੈਣੀ) [197, 574, 291, 582]
story6-byline: ਸ਼ਹਿਰ, 24 ਅਗਸਤ (ਗੁਰਮੇਲ ਸਿੰਘ) [197, 1191, 287, 1200]
lead-photo [580, 132, 950, 301]
story3 [197, 541, 1142, 743]
bullet-icon: ◆ [8, 393, 13, 401]
story2-byline: ਬੱਲੋ, 24 ਅਗਸਤ (ਨਿੱਜੀ ਪੱਤਰ ਪ੍ਰੇਰਕ) [197, 373, 296, 381]
bullet-icon: ◆ [1149, 321, 1154, 329]
photo-foliage [397, 584, 752, 662]
left-banner-state-connection: ਸਟੇਟ ਕਨੈਕਸ਼ਨ... [8, 588, 191, 610]
notice-text: ਮੈਂ, ਸੁਰਿੰਦਰ ਕੁਮਾਰ ਪੁੱਤਰ ਸ੍ਰੀ ਰਾਮ ਲਾਲ ਨੇ ਆਪਣੀ ਜਾਇਦਾਦ ਵਿਚੋਂ ਲੜਕੇ ਨੂੰ ਬੇਦਖਲ ਕੀਤਾ ਹੈ। [1156, 232, 1381, 240]
bullet-icon: ◆ [8, 643, 13, 651]
list-item [1149, 347, 1495, 355]
list-item [8, 329, 191, 346]
list-item [1149, 334, 1495, 343]
bullet-icon: ◆ [8, 497, 13, 504]
photo-person [549, 472, 562, 507]
side-byline: ਸ਼ਹਿਰ, 24 ਅਗਸਤ (ਕੁਲਵੰਤ ਸਿੰਘ) [909, 374, 999, 383]
center-column [197, 69, 1142, 2394]
paragraph: ਮਾਪਿਆਂ ਨੇ ਅਧਿਆਪਕਾਂ ਦੀ ਮਿਹਨਤ ਦੀ ਸ਼ਲਾਘਾ ਕੀਤੀ। [909, 430, 1045, 438]
photo-person [518, 474, 531, 507]
notice-text: ਮੈਂ ਹਰਜਿੰਦਰ ਸਿੰਘ ਪੁੱਤਰ ਦਰਸ਼ਨ ਸਿੰਘ ਵਾਸੀ ਮਕਾਨ ਨੰ: 64/70 ਐਮ.ਬੀ. (3 ਮੰਜ਼ਿਲਾਂ) ਨੇ ਦਸਤਾਵੇਜ਼ ਗੁੰਮ ਹੋਣ ਸਬੰਧੀ ਇਸ਼ਤਿਹਾਰ ਦਿੱਤਾ ਹੈ। ਜੇਕਰ ਕਿਸੇ ਨੂੰ ਮਿਲੇ ਤਾਂ ਸੂਚਿਤ ਕਰੇ। [15, 613, 191, 639]
lead-col-3 [580, 132, 950, 328]
story5 [671, 754, 1143, 980]
bullet-icon: ◆ [1149, 159, 1154, 167]
left-cancel-list [8, 445, 191, 583]
bullet-icon: ◆ [8, 686, 13, 694]
story2-photo [374, 374, 717, 519]
list-item [8, 752, 191, 769]
bullet-icon: ◆ [1149, 232, 1154, 240]
story3-photo [388, 574, 759, 731]
photo-person [615, 668, 632, 719]
story5-caption: ਦਿੱਲੀ ਲਈ ਰਵਾਨਾ ਹੁੰਦੇ ਹੋਏ ਕਿਸਾਨ ਆਗੂ ਤੇ ਵਰਕਰ। [678, 936, 804, 945]
photo-backdrop [680, 805, 1142, 862]
list-item [8, 277, 191, 303]
story4-subhead: ਨਸ਼ਿਆਂ ਨੂੰ ਠੱਲ੍ਹ ਪਾਉਣ ਸਬੰਧੀ ਕੀਤੀ ਗਈ ਵਿਚਾਰ ਚਰਚਾ [305, 783, 553, 798]
notice-text: ਮੈਂ, ਨਿਰਮਲ ਸਿੰਘ ਪੁੱਤਰ ਸ: ਗੁਰਮੇਲ ਸਿੰਘ ਖਸਰਾ ਨੰ: 2121, ਮੁਰੱਬਾ ਅਨੁਸਾਰ ਨੂੰਹ-ਪੁੱਤਰ ਨੂੰ ਬੇਦਖਲ ਕਰਦਾ ਹਾਂ। [1156, 333, 1417, 342]
list-item [1149, 258, 1495, 266]
photo-person [611, 474, 623, 507]
list-item [8, 730, 191, 747]
story3-caption: ਹੜ੍ਹ ਪੀੜਤਾਂ ਨੂੰ ਪੀਣ ਵਾਲਾ ਪਾਣੀ ਤੇ ਰਾਸ਼ਨ ਵੰਡਦੇ ਹੋਏ ਸੇਵਾਦਾਰ। [388, 734, 541, 742]
list-item [1149, 206, 1495, 215]
bullet-icon: ◆ [1149, 346, 1154, 354]
photo-person [285, 1116, 306, 1176]
bullet-icon: ◆ [8, 561, 13, 569]
notice-text: ਮੈਂ, ਜਸਵੰਤ ਕੌਰ ਪਤਨੀ ਸ: ਹਰਬੰਸ ਸਿੰਘ ਖਸਰਾ ਨੰਬਰ 2276/1 ਵੱਲੋਂ ਆਪਣੀ ਜਾਇਦਾਦ ਵਿਚੋਂ ਪੁੱਤਰ ਤੇ ਨੂੰਹ ਨੂੰ ਬੇਦਖਲ ਕੀਤਾ ਜਾਂਦਾ ਹੈ। ਸਾਰੀ ਜ਼ਿੰਮੇਵਾਰੀ ਉਨ੍ਹਾਂ ਦੀ ਆਪਣੀ ਹੋਵੇਗੀ। [1156, 137, 1495, 154]
side-body [910, 374, 1142, 439]
photo-person [580, 475, 593, 507]
center-top-banner: ਕਿਸਾਨਾਂ, ਮਜ਼ਦੂਰਾਂ ਦੇ ਉੱਜੜੇ ਘਰਾਂ ਦੀ ਸਾਰ ਲੈਣ ਕੋਈ ਨਾ ਪਹੁੰਚਿਆ [197, 69, 1142, 91]
paragraph: ਸਕੂਲ ਦੇ ਵਿਦਿਆਰਥੀਆਂ ਨੇ ਜ਼ਿਲ੍ਹਾ ਪੱਧਰੀ ਖੇਡ ਮੁਕਾਬਲਿਆਂ ਵਿਚ ਸ਼ਾਨਦਾਰ ਪ੍ਰਦਰਸ਼ਨ ਕਰਦਿਆਂ ਕਈ ਤਗ਼ਮੇ ਜਿੱਤੇ। [909, 386, 1142, 404]
notice-text: ਮੈਂ ਅਮਰਜੀਤ ਸਿੰਘ ਪੁੱਤਰ ਹਰਨੇਕ ਸਿੰਘ ਵਾਸੀ ਪਿੰਡ ਖੀਵਾ ਨੇ ਆਪਣੀ ਜ਼ਮੀਨ ਖਸਰਾ ਨੰ: 249, 83 ਵਿਚੋਂ ਪੁੱਤਰ ਅਤੇ ਨੂੰਹ ਨੂੰ ਬੇਦਖਲ ਕੀਤਾ ਹੈ। [15, 307, 191, 325]
right-banner-eviction: ਬੇਦਖਲੀ [1149, 69, 1495, 91]
bullet-icon: ◆ [8, 329, 13, 337]
brand [1358, 6, 1504, 62]
notice-text: ਮੈਂ ਬਲਜਿੰਦਰ ਕੌਰ ਪਤਨੀ ਸ੍ਰੀ ਹਰਦੀਪ ਸਿੰਘ ਨੇ ਆਪਣੀ ਜਾਇਦਾਦ ਖਸਰਾ ਨੰਬਰ 3933, 2390, 9342 ਵਿਚੋਂ ਨੂੰਹ ਪੁੱਤਰ ਬੇਦਖਲ ਕੀਤੇ ਹਨ। [15, 350, 191, 367]
bullet-icon: ◆ [8, 519, 13, 526]
paragraph: ਕਿਸਾਨ ਮਜ਼ਦੂਰ ਸਾਂਝੇ ਸੰਮੇਲਨ ਵਿਚ ਸ਼ਾਮਲ ਹੋਣ ਲਈ ਅੱਜ ਇਲਾਕੇ ਤੋਂ ਵੱਡਾ ਜਥਾ ਦਿੱਲੀ ਲਈ ਰਵਾਨਾ ਹੋਇਆ। [678, 961, 908, 978]
left-column [8, 69, 191, 2394]
list-item [8, 562, 191, 579]
notice-text: ਮੈਂ, ਜਗਤਾਰ ਸਿੰਘ ਪੁੱਤਰ ਸ: ਮੱਖਣ ਸਿੰਘ ਵਾਸੀ ਪਿੰਡ ਮਾਨਸਾ ਨੇ ਆਪਣੇ ਪੁੱਤਰ ਨੂੰ ਬੇਦਖਲ ਕੀਤਾ ਹੈ। [1156, 219, 1383, 228]
paragraph: ਆਗੂਆਂ ਨੇ ਪ੍ਰਸ਼ਾਸਨ ਤੋਂ ਮੰਗ ਕੀਤੀ ਕਿ ਨਸ਼ਾ ਤਸਕਰਾਂ ਖਿਲਾਫ਼ ਸਖ਼ਤ ਕਾਰਵਾਈ ਕੀਤੀ ਜਾਵੇ। [432, 800, 648, 809]
story6-headline: ਚਨੀ ਦੇ ਕਾਂਗਰਸ ਕੌਕ ਕਮੇਟੀ ਦਾ ਸੈਂਚ ਲਗਾਤ ਤੇ ਐਸ.ਸੀ ਡਿਪਾਰਟਮੈਂਟ ਵੱਲੋਂ ਕੀਤਾ ਗਿਆ ਸਨਮਾਨਿਤ [209, 995, 648, 1034]
notice-text: ਮੈਂ, ਸੁਖਦੇਵ ਸਿੰਘ ਪੁੱਤਰ ਸ: ਪ੍ਰੀਤਮ ਸਿੰਘ ਖਸਰਾ ਨੰ: 260, ਥਰੇਸ਼ਰ, ਮਕਾਨ ਅਨੁਸਾਰ ਲੜਕੇ ਨੂੰ ਬੇਦਖਲ ਕਰਦਾ ਹਾਂ। [1156, 385, 1424, 393]
story2-headline: ਬੱਲੋ ਵਾਲਿਆਂ ਨੇ ਖੁਦ ਤਿਆਰ ਕੀਤਾ ਹਸਪਤਾਲ [371, 344, 721, 369]
photo-person [677, 252, 689, 287]
left-notice-list [8, 95, 191, 415]
list-item [8, 393, 191, 411]
bullet-icon: ◆ [1149, 193, 1154, 201]
bullet-icon: ◆ [8, 277, 13, 285]
paragraph: ਮੀਟਿੰਗ ਦੌਰਾਨ ਆਉਣ ਵਾਲੇ ਸੰਘਰਸ਼ਾਂ ਦੀ ਰੂਪ-ਰੇਖਾ ਵੀ ਉਲੀਕੀ ਗਈ। [432, 812, 596, 820]
list-item [8, 709, 191, 726]
list-item [8, 497, 191, 515]
photo-backdrop [198, 1040, 660, 1121]
list-item [1149, 95, 1495, 112]
list-item [8, 95, 191, 130]
right-notice-list [1149, 95, 1495, 398]
bullet-icon: ◆ [1149, 95, 1154, 102]
bullet-icon: ◆ [1149, 372, 1154, 380]
story7-byline: ਤਲਵੰਡੀ ਸਾਬੋ, 24 ਅਗਸਤ (ਪੱਤਰ ਪ੍ਰੇਰਕ) [787, 1056, 895, 1065]
story7 [671, 990, 1143, 1222]
